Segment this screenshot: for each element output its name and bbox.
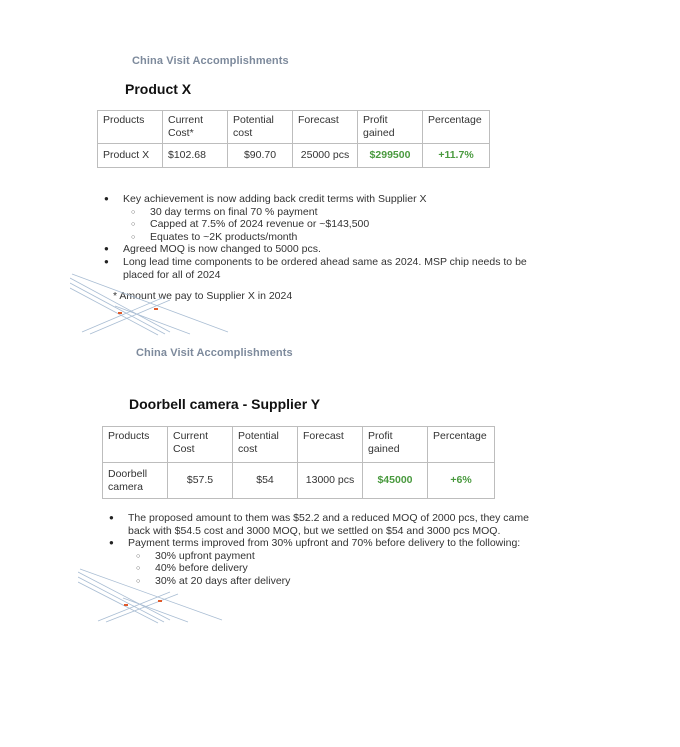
decor-red-mark [158, 600, 162, 602]
list-item: ○ Capped at 7.5% of 2024 revenue or ~$143,500 [123, 218, 543, 231]
table-header-row [98, 111, 490, 144]
table-header-cell: Potential cost [233, 427, 298, 463]
decorative-lines [78, 566, 228, 624]
decor-red-mark [124, 604, 128, 606]
table-header-cell: Percentage [423, 111, 490, 144]
profit-cell: $299500 [358, 144, 423, 168]
table-header-cell: Forecast [293, 111, 358, 144]
table-header-cell: Profit gained [363, 427, 428, 463]
list-item: ○ 30% upfront payment [128, 550, 533, 563]
table-header-cell: Current Cost [168, 427, 233, 463]
list-item: ○ 30% at 20 days after delivery [128, 575, 533, 588]
decor-red-mark [154, 308, 158, 310]
list-item: ○ 30 day terms on final 70 % payment [123, 206, 543, 219]
table-header-cell: Percentage [428, 427, 495, 463]
profit-cell: $45000 [363, 463, 428, 499]
list-item: ● The proposed amount to them was $52.2 and a reduced MOQ of 2000 pcs, they came back with $54.5 cost and 3000 MOQ, but we settled on $54 and 3000 pcs MOQ. [128, 512, 533, 537]
table-header-cell: Products [103, 427, 168, 463]
table-cell: 13000 pcs [298, 463, 363, 499]
percentage-cell: +11.7% [423, 144, 490, 168]
bullet-list [123, 193, 543, 281]
list-item [123, 193, 543, 243]
section-kicker: China Visit Accomplishments [136, 347, 293, 359]
list-item-text: Key achievement is now adding back credit terms with Supplier X [123, 193, 427, 205]
list-item: ○ 40% before delivery [128, 562, 533, 575]
section-title: Product X [125, 81, 192, 97]
decor-red-mark [118, 312, 122, 314]
percentage-cell: +6% [428, 463, 495, 499]
footnote: * Amount we pay to Supplier X in 2024 [113, 290, 293, 302]
section-title: Doorbell camera - Supplier Y [129, 396, 321, 412]
decorative-lines [70, 270, 240, 336]
section-kicker: China Visit Accomplishments [132, 55, 289, 67]
table-cell: $90.70 [228, 144, 293, 168]
table-row [103, 463, 495, 499]
table-cell: $54 [233, 463, 298, 499]
list-item: ● Long lead time components to be ordered ahead same as 2024. MSP chip needs to be placed for all of 2024 [123, 256, 543, 281]
table-cell: 25000 pcs [293, 144, 358, 168]
list-item: ○ Equates to ~2K products/month [123, 231, 543, 244]
table-header-cell: Potential cost [228, 111, 293, 144]
table-cell: Doorbell camera [103, 463, 168, 499]
table-header-row [103, 427, 495, 463]
table-cell: $102.68 [163, 144, 228, 168]
list-item: ● Agreed MOQ is now changed to 5000 pcs. [123, 243, 543, 256]
list-item-text: Payment terms improved from 30% upfront and 70% before delivery to the following: [128, 537, 521, 550]
table-header-cell: Products [98, 111, 163, 144]
sub-bullet-list [123, 206, 543, 244]
table-cell: $57.5 [168, 463, 233, 499]
table-cell: Product X [98, 144, 163, 168]
pricing-table [97, 110, 490, 168]
table-header-cell: Forecast [298, 427, 363, 463]
pricing-table [102, 426, 495, 499]
table-header-cell: Profit gained [358, 111, 423, 144]
table-row [98, 144, 490, 168]
table-header-cell: Current Cost* [163, 111, 228, 144]
